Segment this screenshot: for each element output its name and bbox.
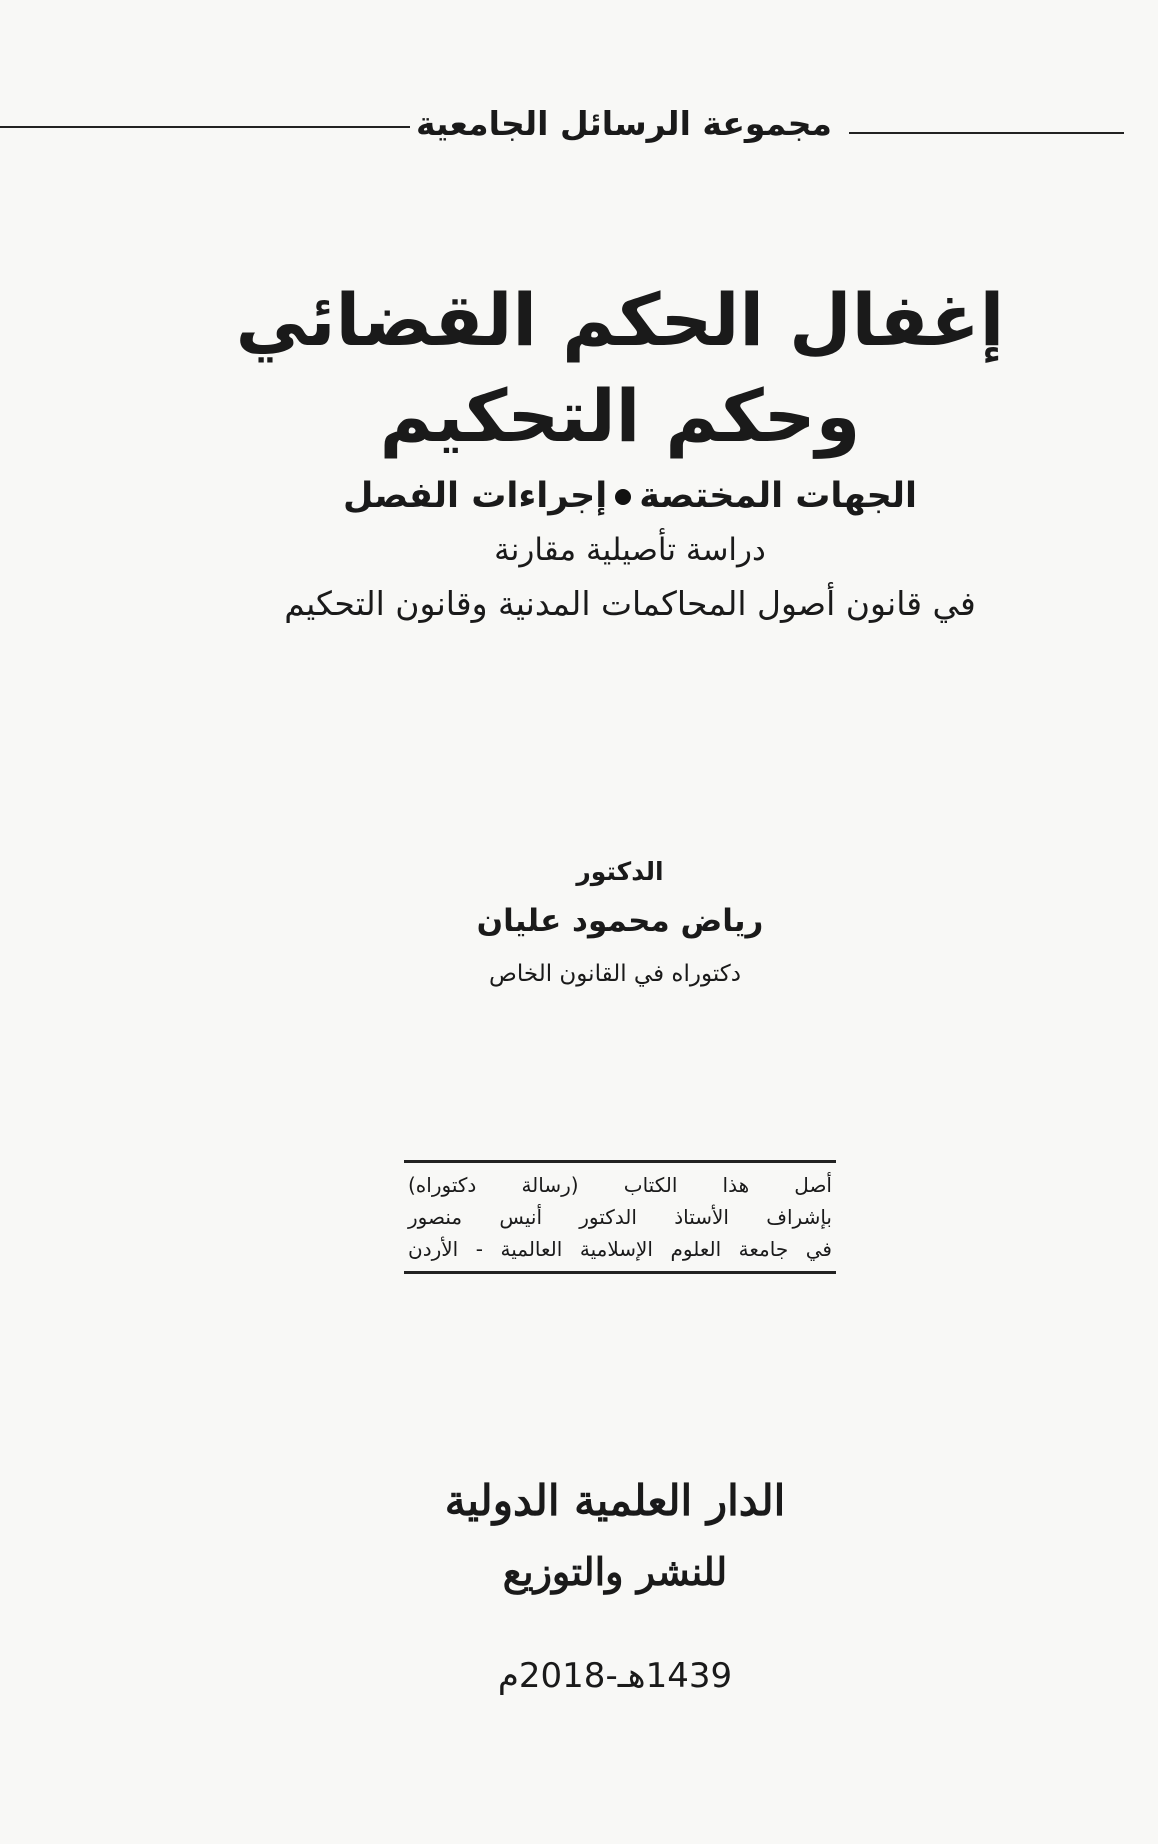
origin-note-box (404, 1160, 836, 1274)
book-title-line-1: إغفال الحكم القضائي (235, 278, 1005, 362)
book-subtitle (300, 466, 960, 526)
publication-date: 1439هـ-2018م (497, 1656, 733, 1696)
series-divider-left (0, 126, 410, 128)
book-title-line-2: وحكم التحكيم (379, 374, 861, 458)
origin-note-line: بإشراف الأستاذ الدكتور أنيس منصور (408, 1205, 832, 1229)
publisher-name: الدار العلمية الدولية (444, 1476, 786, 1525)
origin-note-line: في جامعة العلوم الإسلامية العالمية - الأردن (408, 1237, 832, 1261)
series-divider-right (849, 132, 1124, 134)
subtitle-part-2: إجراءات الفصل (342, 476, 608, 516)
author-title: الدكتور (576, 857, 664, 886)
publisher-subtitle: للنشر والتوزيع (502, 1549, 728, 1594)
study-type: دراسة تأصيلية مقارنة (494, 532, 766, 568)
subtitle-part-1: الجهات المختصة (639, 476, 918, 516)
series-label: مجموعة الرسائل الجامعية (416, 104, 832, 143)
author-name: رياض محمود عليان (476, 903, 764, 939)
series-header (0, 96, 1124, 152)
law-scope: في قانون أصول المحاكمات المدنية وقانون التحكيم (284, 584, 976, 623)
bullet-icon (615, 489, 631, 505)
origin-note-line: أصل هذا الكتاب (رسالة دكتوراه) (408, 1173, 832, 1197)
publisher-logo (440, 1466, 790, 1636)
author-degree: دكتوراه في القانون الخاص (489, 961, 741, 987)
